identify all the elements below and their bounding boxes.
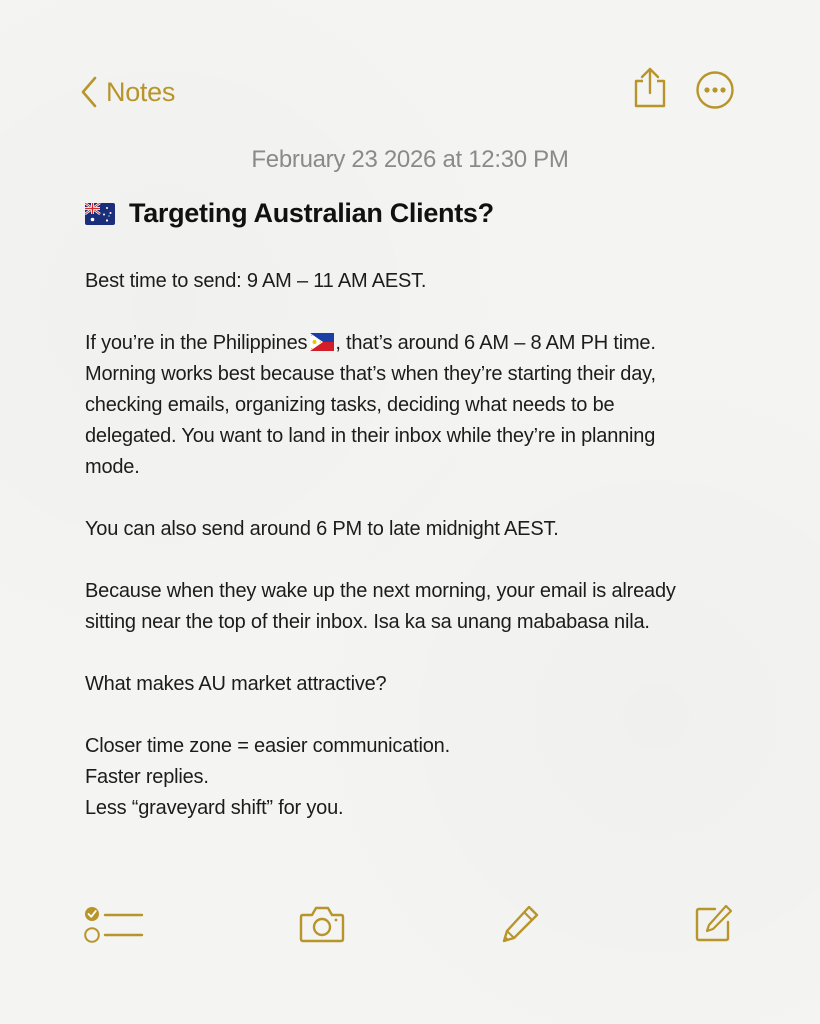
body-line: Because when they wake up the next morning, your email is already xyxy=(85,580,676,602)
body-line: sitting near the top of their inbox. Isa ka sa unang mababasa nila. xyxy=(85,611,650,633)
checklist-icon xyxy=(84,904,144,946)
note-title: Targeting Australian Clients? xyxy=(129,198,494,228)
compose-icon xyxy=(693,904,733,944)
body-line: Morning works best because that’s when they’re starting their day, xyxy=(85,363,656,385)
body-line: You can also send around 6 PM to late midnight AEST. xyxy=(85,518,559,540)
philippines-flag-icon xyxy=(310,333,334,351)
australia-flag-icon xyxy=(85,203,115,225)
body-text: , that’s around 6 AM – 8 AM PH time. xyxy=(335,332,656,354)
body-line: delegated. You want to land in their inbox while they’re in planning xyxy=(85,425,656,447)
body-line: Best time to send: 9 AM – 11 AM AEST. xyxy=(85,270,427,292)
note-body[interactable] xyxy=(85,266,745,824)
benefit-item: Closer time zone = easier communication. xyxy=(85,735,450,757)
body-line: mode. xyxy=(85,456,140,478)
benefit-item: Less “graveyard shift” for you. xyxy=(85,797,344,819)
body-line: What makes AU market attractive? xyxy=(85,673,387,695)
chevron-left-icon xyxy=(80,76,98,108)
benefit-item: Faster replies. xyxy=(85,766,209,788)
note-date: February 23 2026 at 12:30 PM xyxy=(251,146,569,173)
paragraph-best-time xyxy=(85,266,745,297)
body-line: checking emails, organizing tasks, deciding what needs to be xyxy=(85,394,615,416)
paragraph-evening-send xyxy=(85,514,745,545)
paragraph-question xyxy=(85,669,745,700)
checklist-button[interactable] xyxy=(84,904,144,946)
more-options-button[interactable] xyxy=(695,70,735,110)
back-button[interactable] xyxy=(80,72,175,112)
paragraph-philippines xyxy=(85,328,745,483)
paragraph-benefits xyxy=(85,731,745,824)
body-line-with-flag xyxy=(85,328,745,359)
back-button-label: Notes xyxy=(106,76,176,107)
share-button[interactable] xyxy=(630,66,670,110)
note-title-row[interactable] xyxy=(85,198,494,229)
camera-icon xyxy=(298,904,346,944)
camera-button[interactable] xyxy=(298,904,346,944)
ellipsis-circle-icon xyxy=(695,70,735,110)
markup-button[interactable] xyxy=(498,902,542,946)
pencil-icon xyxy=(498,902,542,946)
body-text: If you’re in the Philippines xyxy=(85,332,308,354)
paragraph-next-morning xyxy=(85,576,745,638)
compose-button[interactable] xyxy=(693,904,733,944)
share-icon xyxy=(630,66,670,110)
